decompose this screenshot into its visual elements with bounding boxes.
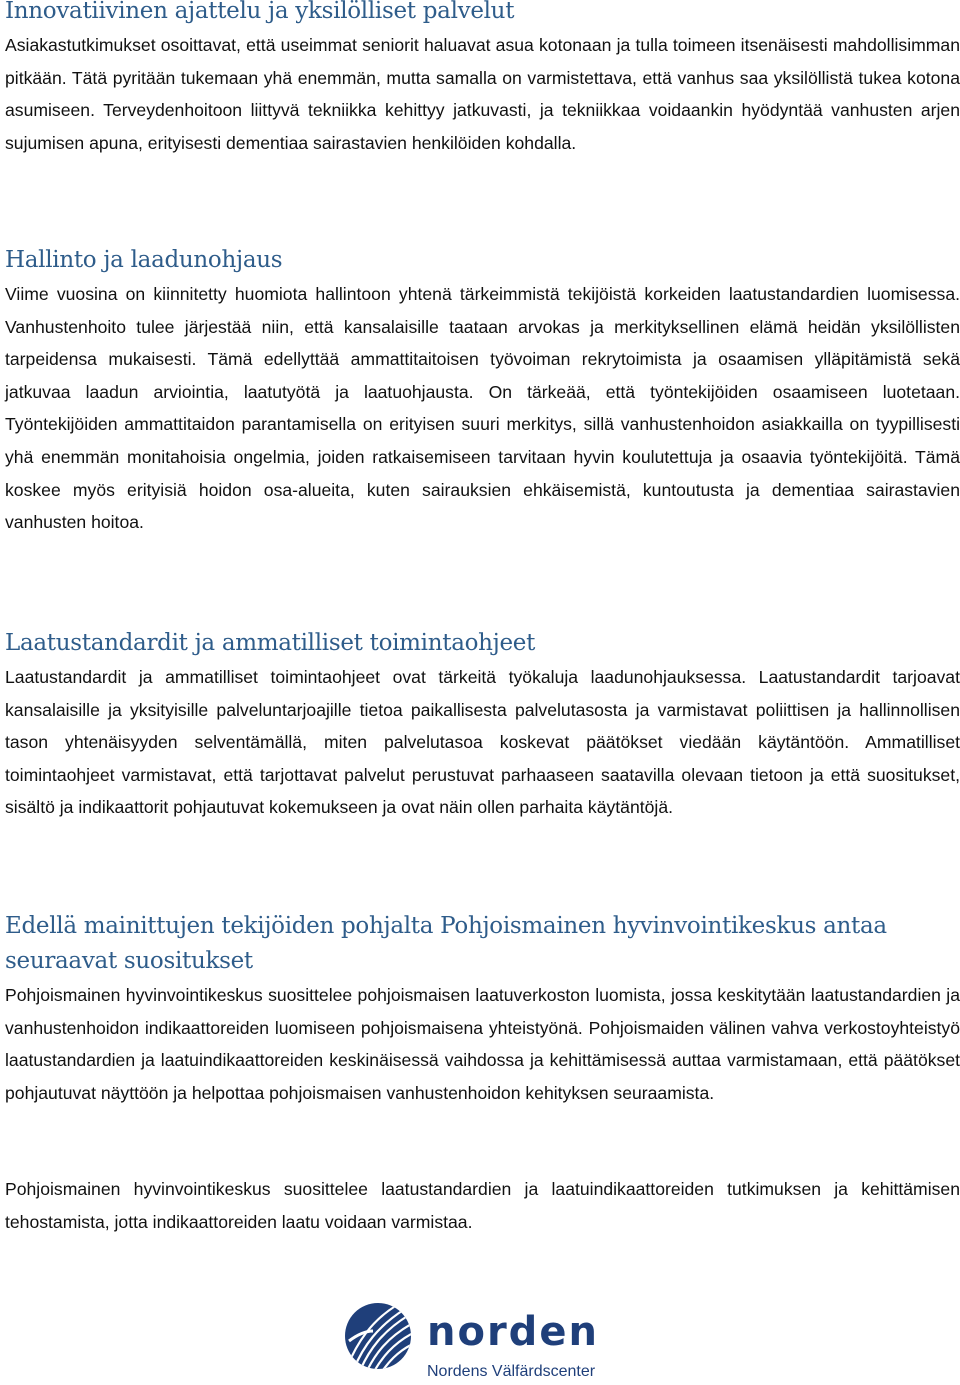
section-paragraph: Viime vuosina on kiinnitetty huomiota hallintoon yhtenä tärkeimmistä tekijöistä korkeiden laatustandardien luomisessa. Vanhustenhoito tulee järjestää niin, että kansalaisille taataan arvokas ja merkityksellinen elämä heidän yksilöllisten tarpeidensa mukaisesti. Tämä edellyttää ammattitaitoisen työvoiman rekrytoimista ja osaamisen ylläpitämistä sekä jatkuvaa laadun arviointia, laatutyötä ja laatuohjausta. On tärkeää, että työntekijöiden osaamiseen luotetaan. Työntekijöiden ammattitaidon parantamisella on erityisen suuri merkitys, sillä vanhustenhoidon asiakkailla on tyypillisesti yhä enemmän monitahoisia ongelmia, joiden ratkaisemiseen tarvitaan hyvin koulutettuja ja osaavia työntekijöitä. Tämä koskee myös erityisiä hoidon osa-alueita, kuten sairauksien ehkäisemistä, kuntoutusta ja dementiaa sairastavien vanhusten hoitoa. [5,284,960,533]
norden-wordmark: norden [427,1309,599,1355]
section-recommendations-continued [5,1173,960,1238]
section-recommendations [5,909,960,1109]
section-paragraph: Pohjoismainen hyvinvointikeskus suosittelee laatustandardien ja laatuindikaattoreiden tutkimuksen ja kehittämisen tehostamista, jotta indikaattoreiden laatu voidaan varmistaa. [5,1179,960,1232]
section-paragraph: Asiakastutkimukset osoittavat, että useimmat seniorit haluavat asua kotonaan ja tulla toimeen itsenäisesti mahdollisimman pitkään. Tätä pyritään tukemaan yhä enemmän, mutta samalla on varmistettava, että vanhus saa yksilöllistä tukea kotona asumiseen. Terveydenhoitoon liittyvä tekniikka kehittyy jatkuvasti, ja tekniikkaa voidaankin hyödyntää vanhusten arjen sujumisen apuna, erityisesti dementiaa sairastavien henkilöiden kohdalla. [5,35,960,153]
section-innovation [5,0,960,159]
section-quality-standards [5,626,960,824]
section-heading: Edellä mainittujen tekijöiden pohjalta Pohjoismainen hyvinvointikeskus antaa seuraavat suositukset [5,913,887,974]
norden-swan-globe-icon [343,1301,413,1371]
section-paragraph: Laatustandardit ja ammatilliset toimintaohjeet ovat tärkeitä työkaluja laadunohjauksessa. Laatustandardit tarjoavat kansalaisille ja yksityisille palveluntarjoajille tietoa paikallisesta palvelutasosta ja varmistavat poliittisen ja hallinnollisen tason yhtenäisyyden selventämällä, miten palvelutasoa koskevat päätökset viedään käytäntöön. Ammatilliset toimintaohjeet varmistavat, että tarjottavat palvelut perustuvat parhaaseen saatavilla olevaan tietoon ja että suositukset, sisältö ja indikaattorit pohjautuvat kokemukseen ja ovat näin ollen parhaita käytäntöjä. [5,667,960,818]
section-heading: Innovatiivinen ajattelu ja yksilölliset palvelut [5,0,515,24]
section-heading: Laatustandardit ja ammatilliset toimintaohjeet [5,630,536,656]
section-heading: Hallinto ja laadunohjaus [5,247,283,273]
section-paragraph: Pohjoismainen hyvinvointikeskus suosittelee pohjoismaisen laatuverkoston luomista, jossa keskitytään laatustandardien ja vanhustenhoidon indikaattoreiden luomiseen pohjoismaisena yhteistyönä. Pohjoismaiden välinen vahva verkostoyhteistyö laatustandardien ja laatuindikaattoreiden keskinäisessä vaihdossa ja kehittämisessä auttaa varmistamaan, että päätökset pohjautuvat näyttöön ja helpottaa pohjoismaisen vanhustenhoidon kehityksen seuraamista. [5,985,960,1103]
norden-subtitle: Nordens Välfärdscenter [427,1363,596,1380]
section-governance [5,243,960,539]
norden-logo [343,1296,633,1385]
